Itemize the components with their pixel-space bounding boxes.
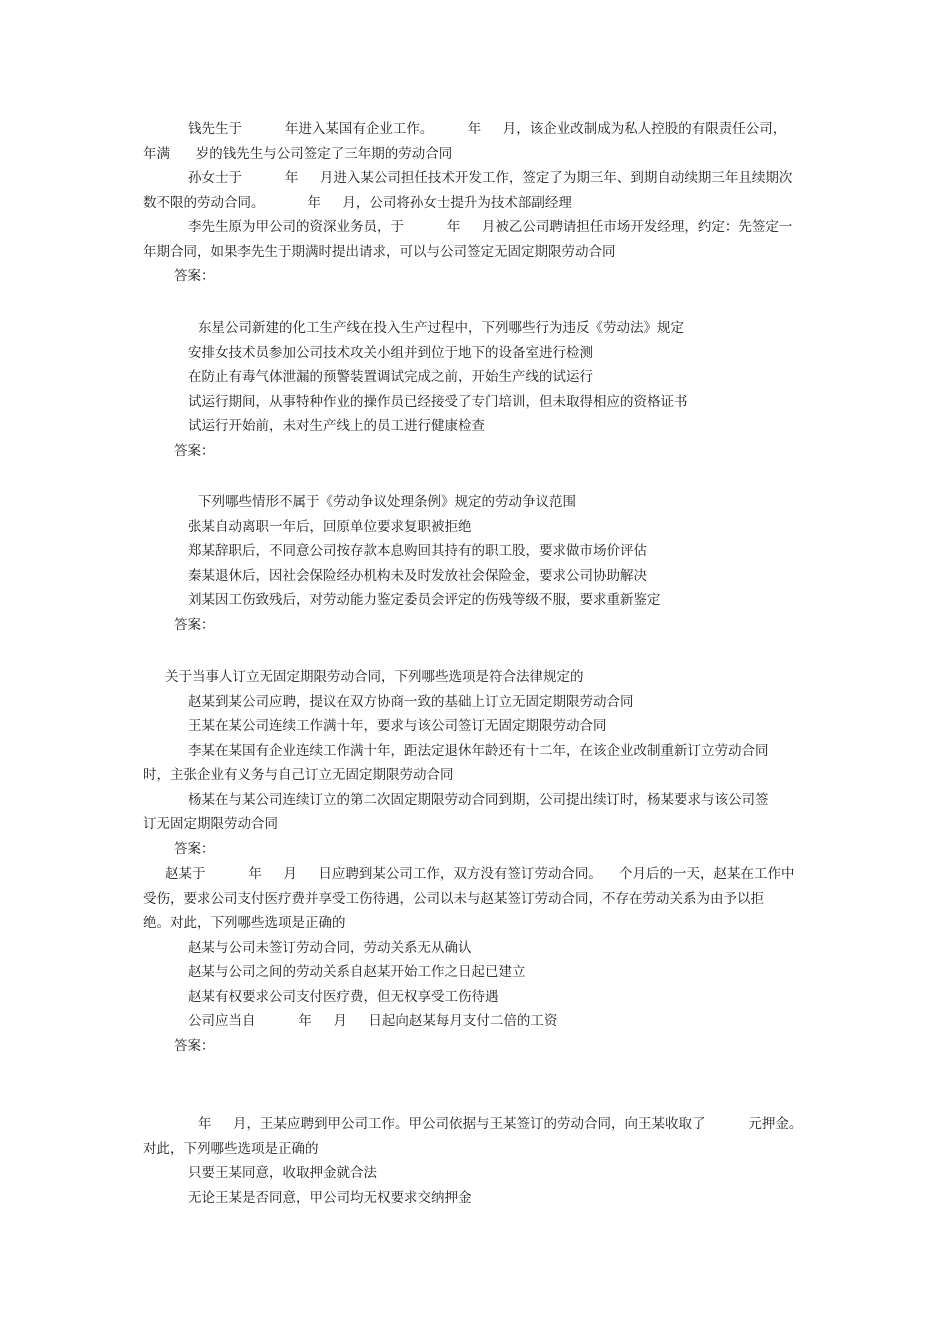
q4-option-1: 赵某到某公司应聘，提议在双方协商一致的基础上订立无固定期限劳动合同	[188, 693, 634, 710]
question-4	[143, 665, 811, 861]
q2-option-3: 试运行期间，从事特种作业的操作员已经接受了专门培训，但未取得相应的资格证书	[188, 393, 688, 410]
q3-option-2: 郑某辞职后，不同意公司按存款本息购回其持有的职工股，要求做市场价评估	[188, 543, 647, 559]
q5-option-3: 赵某有权要求公司支付医疗费，但无权享受工伤待遇	[188, 988, 499, 1005]
q1-line-2: 年满 岁的钱先生与公司签定了三年期的劳动合同	[143, 145, 453, 162]
q2-option-4: 试运行开始前，未对生产线上的员工进行健康检查	[188, 418, 485, 434]
q6-option-2: 无论王某是否同意，甲公司均无权要求交纳押金	[188, 1189, 472, 1206]
q2-option-2: 在防止有毒气体泄漏的预警装置调试完成之前，开始生产线的试运行	[188, 369, 593, 385]
q4-option-4-cont: 订无固定期限劳动合同	[143, 816, 278, 832]
q4-option-4: 杨某在与某公司连续订立的第二次固定期限劳动合同到期，公司提出续订时，杨某要求与该公司签	[188, 791, 769, 808]
q5-option-1: 赵某与公司未签订劳动合同，劳动关系无从确认	[188, 939, 472, 956]
q4-option-3: 李某在某国有企业连续工作满十年，距法定退休年龄还有十二年，在该企业改制重新订立劳动合同	[188, 742, 769, 759]
q2-question: 东星公司新建的化工生产线在投入生产过程中，下列哪些行为违反《劳动法》规定	[198, 320, 684, 336]
q4-answer: 答案：	[174, 840, 215, 857]
question-3	[143, 490, 811, 637]
q4-question: 关于当事人订立无固定期限劳动合同，下列哪些选项是符合法律规定的	[165, 669, 584, 685]
q5-option-4: 公司应当自 年 月 日起向赵某每月支付二倍的工资	[188, 1013, 558, 1029]
q3-option-3: 秦某退休后，因社会保险经办机构未及时发放社会保险金，要求公司协助解决	[188, 567, 647, 584]
question-1	[143, 117, 811, 289]
q5-question-line-3: 绝。对此，下列哪些选项是正确的	[143, 915, 346, 931]
q1-line-5: 李先生原为甲公司的资深业务员，于 年 月被乙公司聘请担任市场开发经理，约定：先签定一	[188, 219, 793, 235]
q4-option-2: 王某在某公司连续工作满十年，要求与该公司签订无固定期限劳动合同	[188, 718, 607, 734]
q2-answer: 答案：	[174, 442, 215, 459]
q1-line-3: 孙女士于 年 月进入某公司担任技术开发工作，签定了为期三年、到期自动续期三年且续期次	[188, 170, 793, 186]
q2-option-1: 安排女技术员参加公司技术攻关小组并到位于地下的设备室进行检测	[188, 344, 593, 361]
q1-line-1: 钱先生于 年进入某国有企业工作。 年 月，该企业改制成为私人控股的有限责任公司，	[188, 121, 787, 137]
q5-question-line-1: 赵某于 年 月 日应聘到某公司工作，双方没有签订劳动合同。 个月后的一天，赵某在工作中	[165, 866, 795, 882]
q5-answer: 答案：	[174, 1037, 215, 1054]
q1-line-4: 数不限的劳动合同。 年 月，公司将孙女士提升为技术部副经理	[143, 194, 572, 211]
question-5	[143, 862, 811, 1058]
question-6	[143, 1112, 811, 1210]
q6-question-line-2: 对此，下列哪些选项是正确的	[143, 1140, 319, 1157]
q3-question: 下列哪些情形不属于《劳动争议处理条例》规定的劳动争议范围	[198, 494, 576, 510]
q1-answer: 答案：	[174, 268, 215, 284]
q4-option-3-cont: 时，主张企业有义务与自己订立无固定期限劳动合同	[143, 767, 454, 783]
q5-question-line-2: 受伤，要求公司支付医疗费并享受工伤待遇，公司以未与赵某签订劳动合同，不存在劳动关系为由予以拒	[143, 890, 764, 907]
q1-line-6: 年期合同，如果李先生于期满时提出请求，可以与公司签定无固定期限劳动合同	[143, 243, 616, 260]
question-2	[143, 316, 811, 463]
q6-question-line-1: 年 月，王某应聘到甲公司工作。甲公司依据与王某签订的劳动合同，向王某收取了 元押金。	[198, 1116, 803, 1132]
q5-option-2: 赵某与公司之间的劳动关系自赵某开始工作之日起已建立	[188, 964, 526, 980]
q6-option-1: 只要王某同意，收取押金就合法	[188, 1165, 377, 1181]
q3-answer: 答案：	[174, 616, 215, 633]
q3-option-1: 张某自动离职一年后，回原单位要求复职被拒绝	[188, 518, 472, 535]
q3-option-4: 刘某因工伤致残后，对劳动能力鉴定委员会评定的伤残等级不服，要求重新鉴定	[188, 592, 661, 608]
